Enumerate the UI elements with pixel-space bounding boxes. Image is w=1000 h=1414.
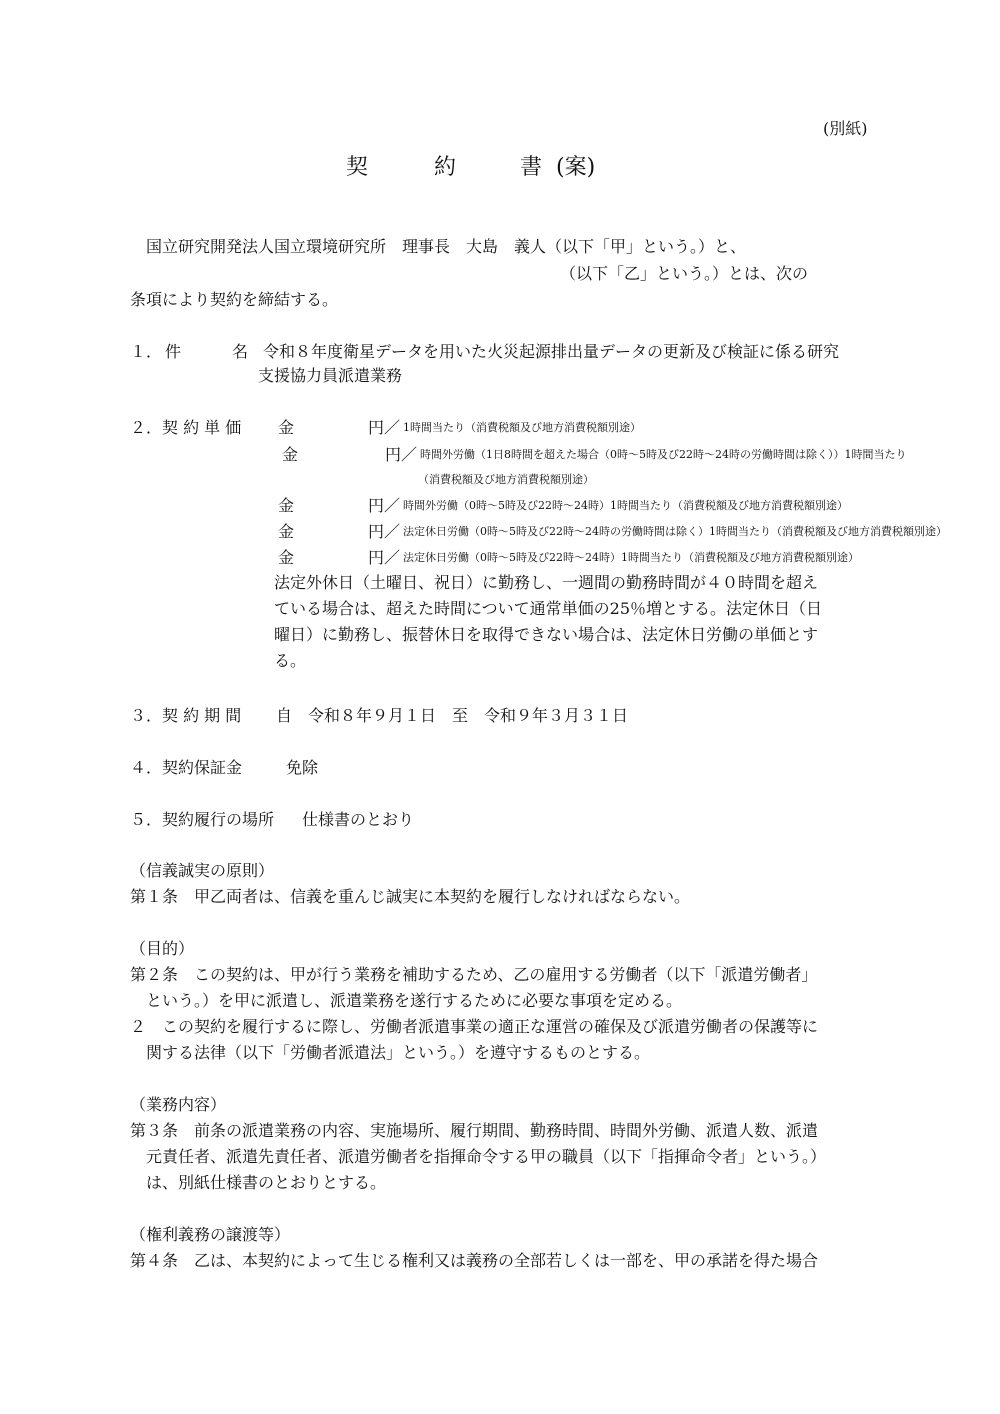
unit-price-row-4-note: 法定休日労働（0時～5時及び22時～24時の労働時間は除く）1時間当たり（消費税額及び地方消費税額別途） <box>403 525 947 538</box>
title-char-2: 約 <box>434 155 457 180</box>
unit-price-row-2-en: 円／ <box>385 445 418 464</box>
article-3-line-1: 第３条 前条の派遣業務の内容、実施場所、履行期間、勤務時間、時間外労働、派遣人数、派遣 <box>130 1121 819 1140</box>
article-3-line-2: 元責任者、派遣先責任者、派遣労働者を指揮命令する甲の職員（以下「指揮命令者」という。） <box>146 1147 827 1166</box>
attachment-label: (別紙) <box>823 119 868 138</box>
title-char-3: 書 <box>520 155 543 180</box>
article-4-line-1: 第４条 乙は、本契約によって生じる権利又は義務の全部若しくは一部を、甲の承諾を得た場合 <box>130 1251 819 1270</box>
unit-price-row-1-note: 1時間当たり（消費税額及び地方消費税額別途） <box>403 421 641 434</box>
article-4-heading: （権利義務の譲渡等） <box>130 1225 291 1244</box>
intro-line-2: （以下「乙」という。）とは、次の <box>560 264 809 283</box>
intro-line-3: 条項により契約を締結する。 <box>130 290 339 309</box>
item-3-label: ３．契 約 期 間 <box>130 706 242 725</box>
unit-price-row-3-note: 時間外労働（0時～5時及び22時～24時）1時間当たり（消費税額及び地方消費税額別途） <box>403 499 848 512</box>
unit-price-row-3-en: 円／ <box>368 496 401 515</box>
item-1-label-b: 名 <box>232 342 249 361</box>
item-1-value-line-1: 令和８年度衛星データを用いた火災起源排出量データの更新及び検証に係る研究 <box>263 342 840 361</box>
item-3-value: 自 令和８年９月１日 至 令和９年３月３１日 <box>276 706 629 725</box>
unit-price-note-line-4: る。 <box>274 651 307 670</box>
article-2-heading: （目的） <box>130 939 195 958</box>
title-draft-mark: (案) <box>556 155 596 180</box>
unit-price-row-2-kin: 金 <box>282 445 299 464</box>
unit-price-row-1-en: 円／ <box>368 418 401 437</box>
unit-price-row-2-note: 時間外労働（1日8時間を超えた場合（0時～5時及び22時～24時の労働時間は除く））1時間当たり <box>420 448 907 461</box>
unit-price-note-line-1: 法定外休日（土曜日、祝日）に勤務し、一週間の勤務時間が４０時間を超え <box>274 573 819 592</box>
unit-price-row-4-kin: 金 <box>278 522 295 541</box>
item-1-value-line-2: 支援協力員派遣業務 <box>258 366 403 385</box>
intro-line-1: 国立研究開発法人国立環境研究所 理事長 大島 義人（以下「甲」という。）と、 <box>146 237 747 256</box>
article-3-line-3: は、別紙仕様書のとおりとする。 <box>146 1173 387 1192</box>
unit-price-row-5-note: 法定休日労働（0時～5時及び22時～24時）1時間当たり（消費税額及び地方消費税額別途） <box>403 551 859 564</box>
unit-price-note-line-3: 曜日）に勤務し、振替休日を取得できない場合は、法定休日労働の単価とす <box>274 625 819 644</box>
article-2-line-3: ２ この契約を履行するに際し、労働者派遣事業の適正な運営の確保及び派遣労働者の保護等に <box>130 1017 819 1036</box>
item-5-label: ５．契約履行の場所 <box>130 810 275 829</box>
article-2-line-1: 第２条 この契約は、甲が行う業務を補助するため、乙の雇用する労働者（以下「派遣労働者」 <box>130 965 818 984</box>
unit-price-row-1-kin: 金 <box>278 418 295 437</box>
item-2-label: ２．契 約 単 価 <box>130 418 242 437</box>
unit-price-row-3-kin: 金 <box>278 496 295 515</box>
unit-price-row-5-en: 円／ <box>368 548 401 567</box>
unit-price-note-line-2: ている場合は、超えた時間について通常単価の25％増とする。法定休日（日 <box>274 599 823 618</box>
unit-price-row-5-kin: 金 <box>278 548 295 567</box>
unit-price-row-4-en: 円／ <box>368 522 401 541</box>
unit-price-row-2-tax-note: （消費税額及び地方消費税額別途） <box>418 473 594 486</box>
article-2-line-4: 関する法律（以下「労働者派遣法」という。）を遵守するものとする。 <box>146 1043 651 1062</box>
article-1-heading: （信義誠実の原則） <box>130 861 275 880</box>
item-5-value: 仕様書のとおり <box>302 810 415 829</box>
title-char-1: 契 <box>346 155 369 180</box>
item-4-value: 免除 <box>286 758 319 777</box>
item-1-number: １． <box>130 342 163 361</box>
item-1-label-a: 件 <box>165 342 182 361</box>
article-1-line-1: 第１条 甲乙両者は、信義を重んじ誠実に本契約を履行しなければならない。 <box>130 887 691 906</box>
article-2-line-2: という。）を甲に派遣し、派遣業務を遂行するために必要な事項を定める。 <box>146 991 683 1010</box>
article-3-heading: （業務内容） <box>130 1095 227 1114</box>
item-4-label: ４．契約保証金 <box>130 758 243 777</box>
